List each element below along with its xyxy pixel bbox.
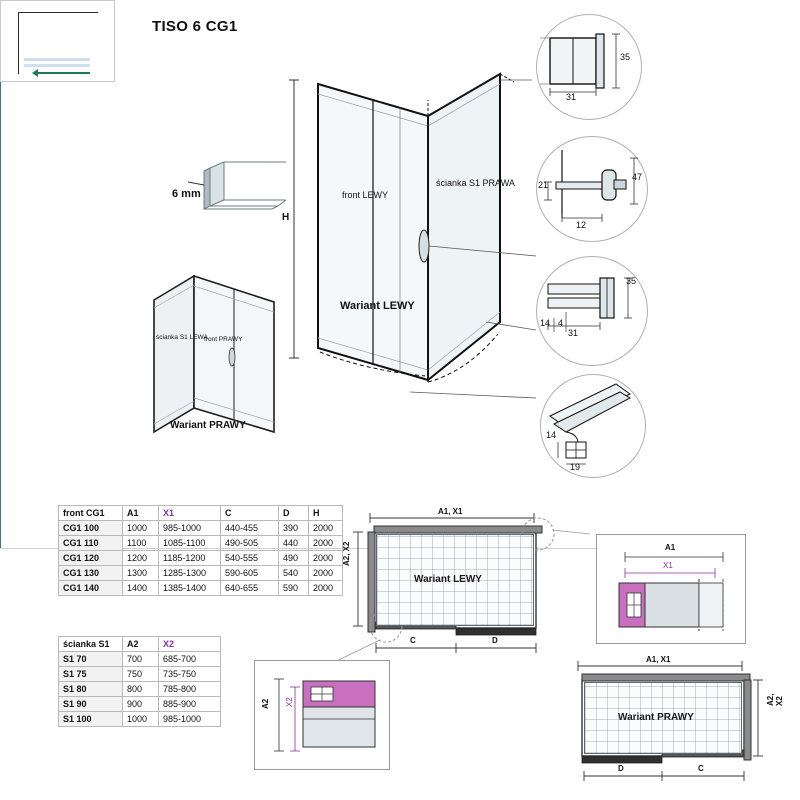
cell: 540-555	[221, 551, 279, 566]
detail-top-right	[540, 20, 638, 114]
cell: 2000	[309, 581, 343, 596]
th-h: H	[309, 506, 343, 521]
plan-prawy-caption: Wariant PRAWY	[618, 712, 694, 723]
table-row	[59, 652, 221, 667]
plan-lewy-side-dim: A2, X2	[342, 541, 351, 566]
cell: 1000	[123, 712, 159, 727]
table-row	[59, 697, 221, 712]
cell: 2000	[309, 566, 343, 581]
detail-profile-dim-4: 4	[558, 318, 564, 328]
plan-lewy-dim-d: D	[492, 636, 498, 645]
cell: 785-800	[159, 682, 221, 697]
th-d: D	[279, 506, 309, 521]
cell: 1100	[123, 536, 159, 551]
cell: 750	[123, 667, 159, 682]
cell: 900	[123, 697, 159, 712]
detail-corner-left-x2: X2	[285, 697, 294, 707]
plan-lewy-top-dim: A1, X1	[438, 507, 463, 516]
plan-prawy-dim-d: D	[618, 764, 624, 773]
plan-lewy-caption: Wariant LEWY	[414, 574, 482, 585]
page-title: TISO 6 CG1	[152, 18, 238, 35]
detail-handle-dim-21: 21	[538, 180, 549, 190]
cell: 1085-1100	[159, 536, 221, 551]
cell: 985-1000	[159, 712, 221, 727]
cell: 885-900	[159, 697, 221, 712]
plan-icon	[0, 0, 115, 82]
wall-s1-prawa-label	[436, 178, 515, 189]
detail-top-right-dim-31: 31	[566, 92, 577, 102]
detail-profile-dim-14: 14	[540, 318, 551, 328]
plan-prawy-side-dim: A2, X2	[766, 693, 784, 706]
plan-wariant-lewy	[342, 507, 562, 660]
th-x1: X1	[159, 506, 221, 521]
cell: 390	[279, 521, 309, 536]
detail-profile	[540, 262, 644, 362]
cell: 700	[123, 652, 159, 667]
small-wall-label: ścianka S1 LEWA	[156, 334, 208, 341]
table-s1-header-row	[59, 637, 221, 652]
detail-seal-dim-14: 14	[546, 430, 557, 440]
cell: 590	[279, 581, 309, 596]
th-x2: X2	[159, 637, 221, 652]
table-row	[59, 536, 343, 551]
detail-profile-dim-35: 35	[626, 276, 637, 286]
cell: CG1 120	[59, 551, 123, 566]
cell: 490	[279, 551, 309, 566]
cell: 1285-1300	[159, 566, 221, 581]
th-scianka: ścianka S1	[59, 637, 123, 652]
cell: 1000	[123, 521, 159, 536]
detail-corner-right-a1: A1	[665, 543, 676, 552]
plan-wariant-prawy	[560, 655, 784, 796]
cell: CG1 130	[59, 566, 123, 581]
detail-corner-left	[254, 660, 390, 770]
plan-prawy-top-dim: A1, X1	[646, 655, 671, 664]
cell: 2000	[309, 551, 343, 566]
main-isometric-drawing	[282, 60, 530, 400]
height-dim-label: H	[282, 212, 290, 223]
glass-thickness-label: 6 mm	[172, 188, 201, 200]
cell: S1 100	[59, 712, 123, 727]
detail-bottom-seal	[544, 380, 644, 474]
cell: 440-455	[221, 521, 279, 536]
cell: 2000	[309, 521, 343, 536]
table-row	[59, 581, 343, 596]
th-c: C	[221, 506, 279, 521]
detail-top-right-dim-35: 35	[620, 52, 631, 62]
detail-handle-dim-12: 12	[576, 220, 587, 230]
cell: 590-605	[221, 566, 279, 581]
table-row	[59, 667, 221, 682]
wariant-prawy-caption: Wariant PRAWY	[170, 420, 246, 431]
cell: 1385-1400	[159, 581, 221, 596]
table-front-header-row	[59, 506, 343, 521]
cell: CG1 100	[59, 521, 123, 536]
cell: S1 80	[59, 682, 123, 697]
cell: 490-505	[221, 536, 279, 551]
th-front: front CG1	[59, 506, 123, 521]
wariant-lewy-caption: Wariant LEWY	[340, 300, 415, 312]
wall-s1-prawa-text: ścianka S1 PRAWA	[436, 178, 515, 188]
th-a2: A2	[123, 637, 159, 652]
table-row	[59, 551, 343, 566]
th-a1: A1	[123, 506, 159, 521]
table-row	[59, 521, 343, 536]
wariant-prawy-drawing	[152, 262, 274, 442]
cell: 640-655	[221, 581, 279, 596]
front-lewy-label: front LEWY	[342, 190, 389, 200]
cell: 440	[279, 536, 309, 551]
column-divider	[0, 82, 1, 548]
cell: CG1 140	[59, 581, 123, 596]
detail-corner-left-a2: A2	[261, 698, 270, 709]
table-row	[59, 682, 221, 697]
detail-handle-dim-47: 47	[632, 172, 643, 182]
cell: 1185-1200	[159, 551, 221, 566]
detail-profile-dim-31: 31	[568, 328, 579, 338]
cell: 985-1000	[159, 521, 221, 536]
table-row	[59, 566, 343, 581]
cell: 1200	[123, 551, 159, 566]
cell: 735-750	[159, 667, 221, 682]
cell: S1 75	[59, 667, 123, 682]
cell: CG1 110	[59, 536, 123, 551]
cell: 1400	[123, 581, 159, 596]
table-row	[59, 712, 221, 727]
cell: 540	[279, 566, 309, 581]
detail-corner-right	[596, 534, 746, 644]
table-front-cg1	[58, 505, 343, 596]
detail-corner-right-x1: X1	[663, 561, 673, 570]
plan-lewy-dim-c: C	[410, 636, 416, 645]
cell: 2000	[309, 536, 343, 551]
detail-handle	[538, 142, 644, 238]
plan-prawy-dim-c: C	[698, 764, 704, 773]
cell: S1 70	[59, 652, 123, 667]
table-scianka-s1	[58, 636, 221, 727]
cell: 800	[123, 682, 159, 697]
cell: 685-700	[159, 652, 221, 667]
detail-seal-dim-19: 19	[570, 462, 581, 472]
cell: 1300	[123, 566, 159, 581]
cell: S1 90	[59, 697, 123, 712]
small-front-label: front PRAWY	[204, 336, 243, 343]
